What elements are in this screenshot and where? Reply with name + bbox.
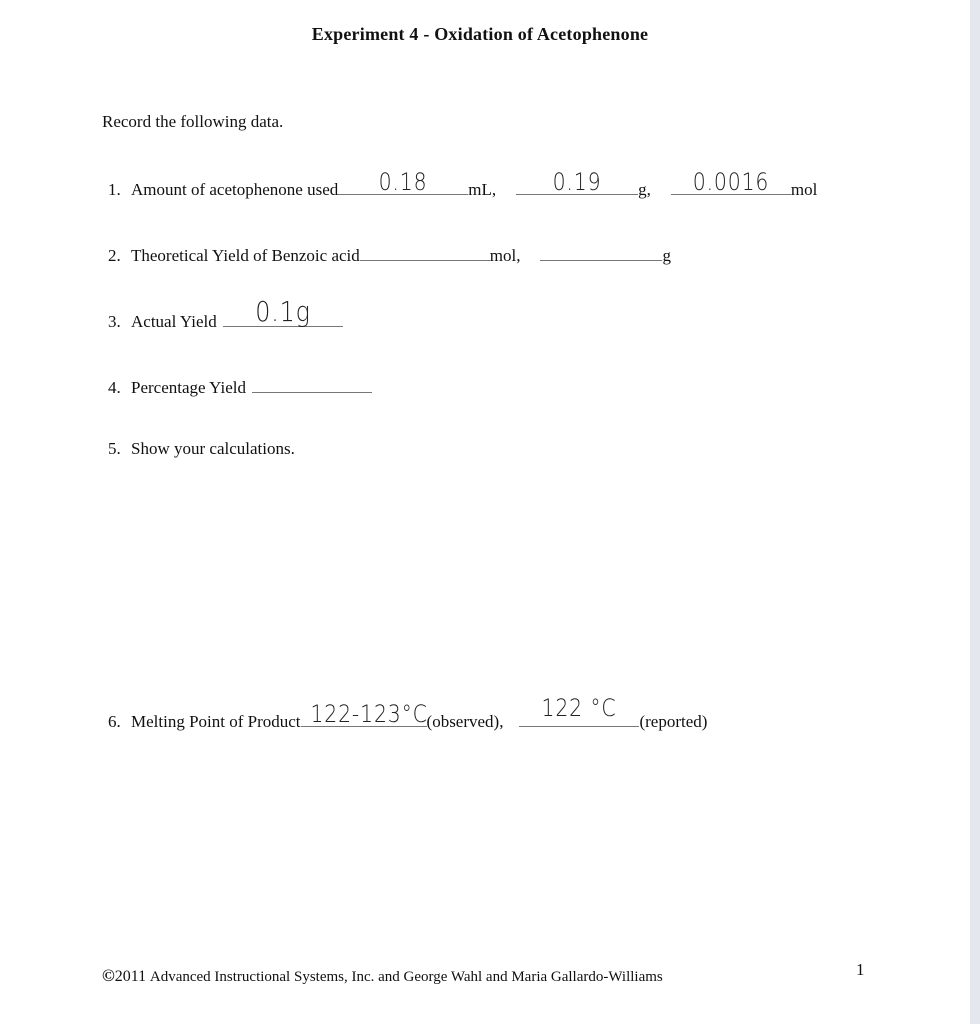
actual-yield-field[interactable] [223, 295, 343, 328]
instructions: Record the following data. [102, 112, 284, 131]
item-percentage-yield [108, 374, 372, 398]
unit-g: g, [638, 180, 651, 199]
handwritten-observed-mp: 122-123°C [309, 700, 428, 728]
percentage-yield-field[interactable] [252, 374, 372, 393]
handwritten-actual-yield: 0.1g [254, 295, 311, 328]
label-observed: (observed), [426, 712, 504, 731]
item-label: Theoretical Yield of Benzoic acid [131, 246, 360, 265]
item-theoretical-yield [108, 242, 671, 266]
copyright-symbol: © [102, 966, 115, 985]
unit-mol: mol, [489, 246, 521, 265]
handwritten-moles: 0.0016 [692, 168, 770, 196]
reported-mp-field[interactable] [519, 694, 639, 727]
copyright-footer [102, 966, 663, 986]
copyright-year: 2011 [114, 968, 147, 985]
item-amount-acetophenone [108, 168, 818, 200]
theoretical-mol-field[interactable] [360, 242, 490, 261]
mass-g-field[interactable] [516, 168, 638, 196]
item-number: 1. [108, 180, 121, 199]
item-label: Percentage Yield [131, 378, 247, 397]
item-calculations [108, 439, 295, 459]
page-title: Experiment 4 - Oxidation of Acetophenone [311, 24, 649, 44]
handwritten-volume: 0.18 [378, 168, 428, 196]
item-label: Amount of acetophenone used [131, 180, 339, 199]
item-label: Actual Yield [131, 312, 217, 331]
scrollbar-track[interactable] [970, 0, 980, 1024]
handwritten-reported-mp: 122 °C [541, 694, 617, 722]
moles-field[interactable] [671, 168, 791, 196]
item-label: Melting Point of Product [131, 712, 301, 731]
handwritten-mass: 0.19 [552, 168, 602, 196]
label-reported: (reported) [639, 712, 708, 731]
page-number: 1 [856, 960, 865, 979]
unit-ml: mL, [468, 180, 497, 199]
item-number: 2. [108, 246, 121, 265]
item-number: 4. [108, 378, 121, 397]
item-number: 6. [108, 712, 121, 731]
copyright-text: Advanced Instructional Systems, Inc. and George Wahl and Maria Gallardo-Williams [149, 969, 663, 985]
item-number: 3. [108, 312, 121, 331]
unit-g: g [662, 246, 671, 265]
unit-mol: mol [790, 180, 818, 199]
item-label: Show your calculations. [131, 439, 295, 458]
item-number: 5. [108, 439, 121, 458]
observed-mp-field[interactable] [301, 700, 428, 728]
volume-ml-field[interactable] [338, 168, 468, 196]
item-actual-yield [108, 295, 343, 332]
theoretical-g-field[interactable] [540, 242, 662, 261]
item-melting-point [108, 694, 708, 732]
